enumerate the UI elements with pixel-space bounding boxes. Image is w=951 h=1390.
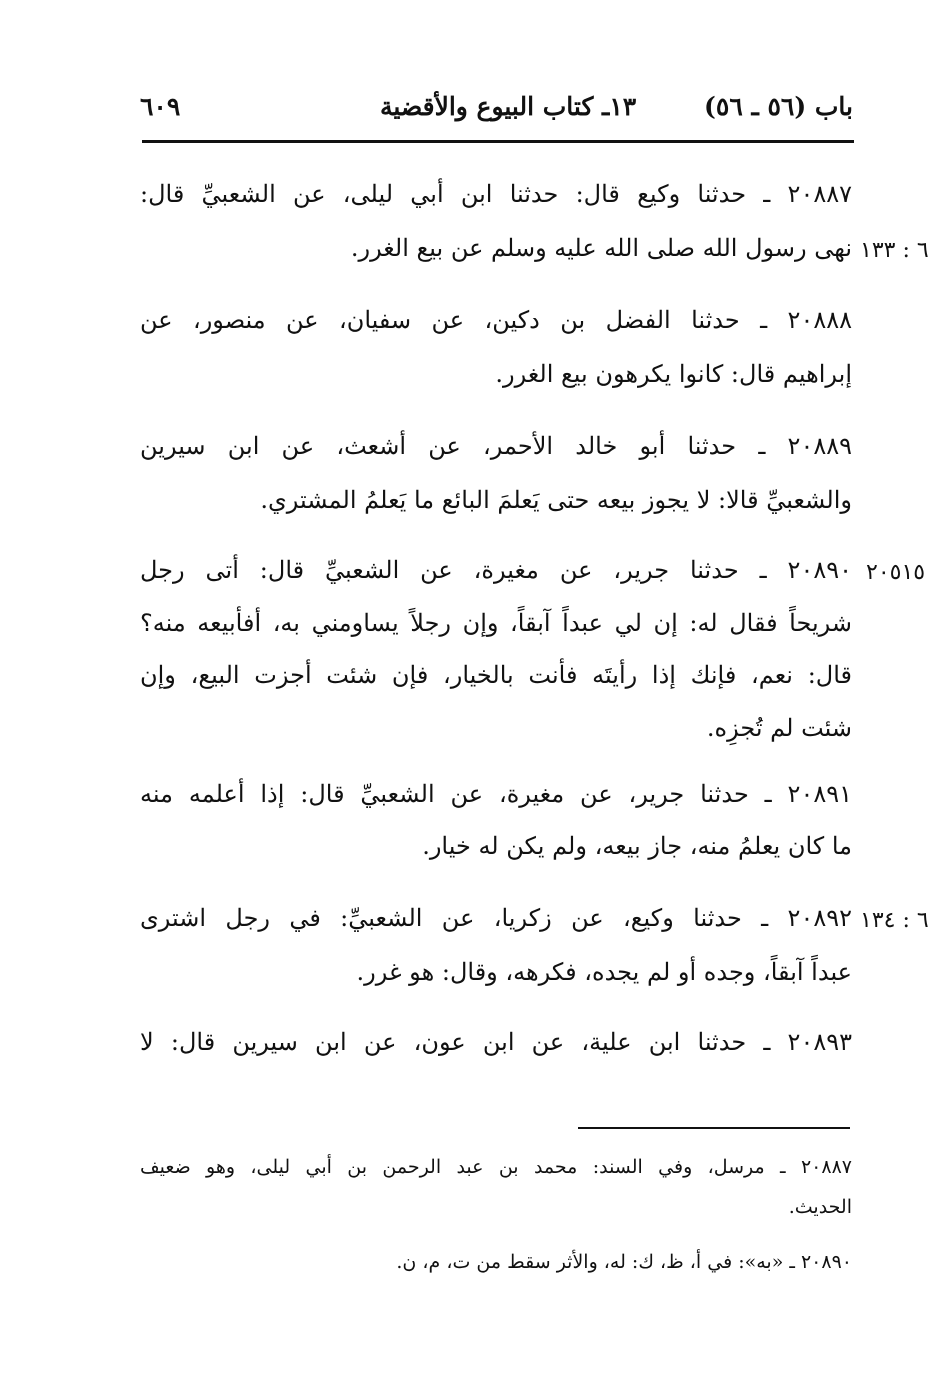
footnote-rule [578, 1127, 850, 1129]
hadith-20891-line-2: ما كان يعلمُ منه، جاز بيعه، ولم يكن له خيار. [422, 832, 852, 860]
hadith-20890-line-1: ٢٠٨٩٠ ـ حدثنا جرير، عن مغيرة، عن الشعبيِّ قال: أتى رجل [140, 556, 852, 584]
hadith-20890-line-4: شئت لم تُجزِه. [706, 714, 852, 742]
hadith-20893-line-1: ٢٠٨٩٣ ـ حدثنا ابن علية، عن ابن عون، عن ابن سيرين قال: لا [140, 1028, 852, 1056]
hadith-20889-line-1: ٢٠٨٨٩ ـ حدثنا أبو خالد الأحمر، عن أشعث، عن ابن سيرين [140, 432, 852, 460]
hadith-20887-line-1: ٢٠٨٨٧ ـ حدثنا وكيع قال: حدثنا ابن أبي ليلى، عن الشعبيِّ قال: [140, 180, 852, 208]
hadith-20888-line-2: إبراهيم قال: كانوا يكرهون بيع الغرر. [495, 360, 852, 388]
chapter-heading: باب (٥٦ ـ ٥٦) [704, 92, 853, 121]
footnote-20887-line-2: الحديث. [788, 1196, 852, 1218]
hadith-20890-line-3: قال: نعم، فإنك إذا رأيتَه فأنت بالخيار، فإن شئت أجزت البيع، وإن [140, 661, 853, 689]
hadith-20887-line-2: نهى رسول الله صلى الله عليه وسلم عن بيع الغرر. [350, 234, 852, 262]
hadith-20892-line-1: ٢٠٨٩٢ ـ حدثنا وكيع، عن زكريا، عن الشعبيِّ: في رجل اشترى [140, 904, 852, 932]
page-number: ٦٠٩ [140, 92, 181, 121]
hadith-20891-line-1: ٢٠٨٩١ ـ حدثنا جرير، عن مغيرة، عن الشعبيِّ قال: إذا أعلمه منه [140, 780, 852, 808]
footnote-20890: ٢٠٨٩٠ ـ «به»: في أ، ظ، ك: له، والأثر سقط من ت، م، ن. [396, 1251, 852, 1273]
margin-ref-volume-page: ٦ : ١٣٤ [860, 908, 929, 933]
header-rule [142, 140, 854, 143]
margin-ref-volume-page: ٦ : ١٣٣ [860, 238, 929, 263]
margin-ref-number: ٢٠٥١٥ [866, 560, 926, 585]
book-title: ١٣ـ كتاب البيوع والأقضية [380, 92, 637, 121]
hadith-20888-line-1: ٢٠٨٨٨ ـ حدثنا الفضل بن دكين، عن سفيان، عن منصور، عن [140, 306, 852, 334]
footnote-20887-line-1: ٢٠٨٨٧ ـ مرسل، وفي السند: محمد بن عبد الرحمن بن أبي ليلى، وهو ضعيف [140, 1156, 852, 1178]
hadith-20892-line-2: عبداً آبقاً، وجده أو لم يجده، فكرهه، وقال: هو غرر. [356, 958, 852, 986]
hadith-20889-line-2: والشعبيِّ قالا: لا يجوز بيعه حتى يَعلمَ البائع ما يَعلمُ المشتري. [260, 486, 852, 514]
hadith-20890-line-2: شريحاً فقال له: إن لي عبداً آبقاً، وإن رجلاً يساومني به، أفأبيعه منه؟ [140, 609, 852, 637]
